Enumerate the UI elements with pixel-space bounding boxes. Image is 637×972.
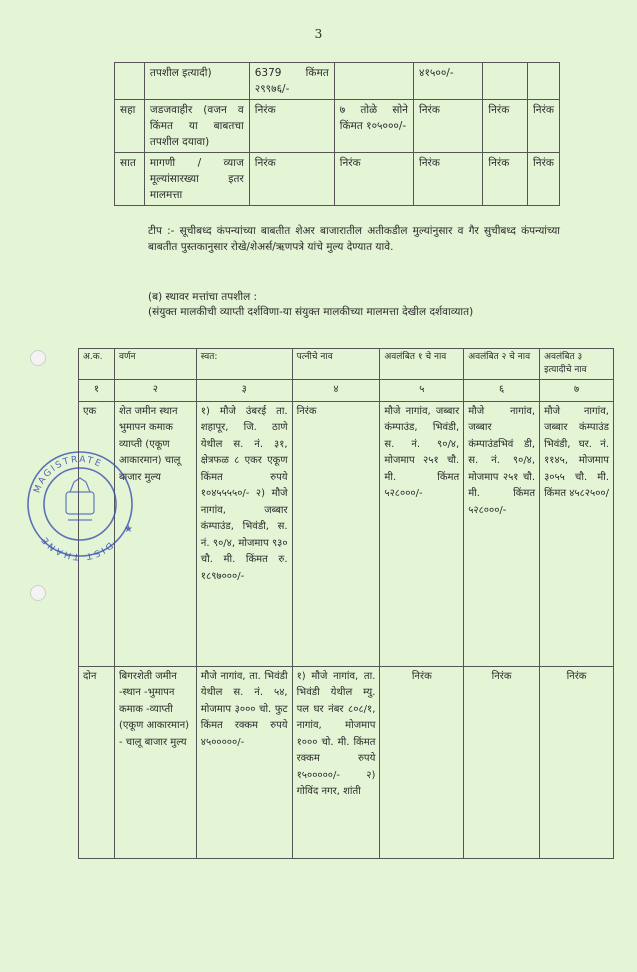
column-number: ७: [540, 380, 614, 402]
table-row: [115, 63, 560, 100]
punch-hole: [30, 585, 46, 601]
table-cell: निरंक: [483, 100, 528, 153]
table-cell: तपशील इत्यादी): [144, 63, 249, 100]
table-cell: निरंक: [380, 666, 464, 858]
section-title: (ब) स्थावर मत्तांचा तपशील :: [148, 291, 258, 303]
table-cell: १) मौजे नागांव, ता. भिवंडी येथील म्यु. पल घर नंबर ८०८/१, नागांव, मोजमाप १००० चो. मी. किंमत रक्कम रुपये १५०००००/- २) गोविंद नगर, शांती: [292, 666, 380, 858]
table-cell: सहा: [115, 100, 145, 153]
table-cell: दोन: [79, 666, 115, 858]
table-cell: सात: [115, 153, 145, 206]
table-cell: निरंक: [540, 666, 614, 858]
table-cell: निरंक: [528, 100, 560, 153]
column-header: अ.क.: [79, 349, 115, 380]
table-cell: 6379 किंमत २९९७६/-: [249, 63, 334, 100]
table-cell: [334, 63, 413, 100]
svg-text:★: ★: [124, 524, 133, 535]
seal-graphic: [24, 432, 136, 582]
table-cell: निरंक: [464, 666, 540, 858]
table-cell: मौजे नागांव, जब्बार कंम्पाउंडभिवं डी, स. नं. ९०/४, मोजमाप २५१ चौ. मी. किंमत ५२८०००/-: [464, 401, 540, 666]
table-cell: निरंक: [249, 153, 334, 206]
column-number: ४: [292, 380, 380, 402]
table-cell: [528, 63, 560, 100]
table-cell: निरंक: [334, 153, 413, 206]
table-cell: ७ तोळे सोने किंमत १०५०००/-: [334, 100, 413, 153]
movable-assets-table: [114, 62, 560, 206]
column-header: वर्णन: [114, 349, 196, 380]
table-cell: मौजे नागांव, ता. भिवंडी येथील स. नं. ५४, मोजमाप ३००० चो. फुट किंमत रक्कम रुपये ४५०००००/-: [196, 666, 292, 858]
table-cell: ४१५००/-: [414, 63, 483, 100]
svg-text:DIST THANE: DIST THANE: [39, 533, 115, 562]
table-cell: निरंक: [483, 153, 528, 206]
table-cell: [483, 63, 528, 100]
table-cell: निरंक: [414, 153, 483, 206]
svg-text:MAGISTRATE: MAGISTRATE: [32, 454, 104, 495]
section-subtitle: (संयुक्त मालकीची व्याप्ती दर्शविणा-या संयुक्त मालकीच्या मालमत्ता देखील दर्शवाव्यात): [148, 306, 474, 318]
table-row: [115, 153, 560, 206]
table-row: [115, 100, 560, 153]
column-header: अवलंबित २ चे नाव: [464, 349, 540, 380]
column-number: १: [79, 380, 115, 402]
column-number: ५: [380, 380, 464, 402]
immovable-assets-table: [78, 348, 614, 859]
page-number: 3: [314, 27, 323, 41]
table-row: [79, 666, 614, 858]
column-number-row: [79, 380, 614, 402]
column-number: २: [114, 380, 196, 402]
table-cell: मौजे नागांव, जब्बार कंम्पाउंड, भिवंडी, स. नं. ९०/४, मोजमाप २५१ चौ. मी. किंमत ५२८०००/-: [380, 401, 464, 666]
column-number: ६: [464, 380, 540, 402]
table-cell: मागणी / व्याज मूल्यांसारख्या इतर मालमत्ता: [144, 153, 249, 206]
table-row: [79, 401, 614, 666]
table-cell: निरंक: [292, 401, 380, 666]
table-cell: जडजवाहीर (वजन व किंमत या बाबतचा तपशील दयावा): [144, 100, 249, 153]
table-cell: बिगरशेती जमीन -स्थान -भुमापन कमाक -व्याप्ती (एकूण आकारमान) - चालू बाजार मुल्य: [114, 666, 196, 858]
column-header: अवलंबित १ चे नाव: [380, 349, 464, 380]
column-header: स्वत:: [196, 349, 292, 380]
table-cell: मौजे नागांव, जब्बार कंम्पाउंड भिवंडी, घर. नं. ११४५, मोजमाप ३०५५ चौ. मी. किंमत ४५८२५००/: [540, 401, 614, 666]
table-cell: निरंक: [414, 100, 483, 153]
table-cell: १) मौजे उंबरई ता. शहापूर, जि. ठाणे येथील स. नं. ३१, क्षेत्रफळ ८ एकर एकूण किंमत रुपये १०४५५५५०/- २) मौजे नागांव, जब्बार कंम्पाउंड, भिवंडी, स. नं. ९०/४, मोजमाप ९३० चौ. मी. किंमत रु. १८९७०००/-: [196, 401, 292, 666]
column-number: ३: [196, 380, 292, 402]
official-seal: [24, 432, 136, 582]
table-cell: निरंक: [528, 153, 560, 206]
table-cell: निरंक: [249, 100, 334, 153]
table-header-row: [79, 349, 614, 380]
table-cell: शेत जमीन स्थान भुमापन कमाक व्याप्ती (एकूण आकारमान) चालू बाजार मुल्य: [114, 401, 196, 666]
column-header: अवलंबित ३ इत्यादीचे नाव: [540, 349, 614, 380]
note-paragraph: टीप :- सूचीबध्द कंपन्यांच्या बाबतीत शेअर बाजारातील अतीकडील मुल्यांनुसार व गैर सुचीबध्द कंपन्यांच्या बाबतीत पुस्तकानुसार रोखे/शेअर्स/ऋणपत्रे यांचे मुल्य देण्यात यावे.: [148, 225, 560, 253]
table-cell: [115, 63, 145, 100]
punch-hole: [30, 350, 46, 366]
table-cell: एक: [79, 401, 115, 666]
column-header: पत्नीचे नाव: [292, 349, 380, 380]
